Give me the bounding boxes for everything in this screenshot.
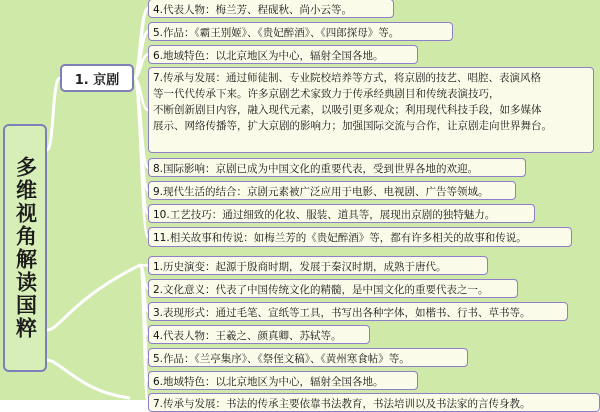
shufa-item-3-text: 3.表现形式：通过毛笔、宣纸等工具，书写出各种字体，如楷书、行书、草书等。 [153,307,531,319]
link-root-to-next [47,360,130,398]
jingju-item-10-text: 10.工艺技巧：通过细致的化妆、服装、道具等，展现出京剧的独特魅力。 [153,209,496,221]
jingju-item-6[interactable] [148,45,418,64]
jingju-item-10[interactable] [148,204,535,223]
link-root-to-shufa [47,265,140,330]
branch-jingju[interactable] [60,64,134,92]
jingju-item-4-text: 4.代表人物：梅兰芳、程砚秋、尚小云等。 [153,4,353,16]
jingju-item-7-line-1: 7.传承与发展：通过师徒制、专业院校培养等方式，将京剧的技艺、唱腔、表演风格 [153,72,542,84]
jingju-item-4[interactable] [148,0,394,18]
jingju-item-11[interactable] [148,227,572,247]
shufa-item-7[interactable] [148,393,600,412]
jingju-item-8-text: 8.国际影响：京剧已成为中国文化的重要代表，受到世界各地的欢迎。 [153,163,479,175]
shufa-item-5-text: 5.作品：《兰亭集序》、《祭侄文稿》、《黄州寒食帖》等。 [153,353,410,365]
shufa-item-2[interactable] [148,279,518,298]
jingju-item-6-text: 6.地域特色：以北京地区为中心，辐射全国各地。 [153,50,384,62]
link-root-to-jingju [47,78,60,150]
jingju-item-5-text: 5.作品：《霸王别姬》、《贵妃醉酒》、《四郎探母》等。 [153,27,400,39]
root-topic-label: 多维视角解读国粹 [13,156,38,340]
shufa-item-6-text: 6.地域特色：以北京地区为中心，辐射全国各地。 [153,376,384,388]
jingju-item-9-text: 9.现代生活的结合：京剧元素被广泛应用于电影、电视剧、广告等领域。 [153,186,489,198]
jingju-item-9[interactable] [148,181,516,200]
jingju-item-8[interactable] [148,158,526,177]
shufa-item-1[interactable] [148,256,488,275]
jingju-item-7-line-3: 不断创新剧目内容，融入现代元素，以吸引更多观众；利用现代科技手段，如多媒体 [153,104,542,116]
shufa-item-2-text: 2.文化意义：代表了中国传统文化的精髓，是中国文化的重要代表之一。 [153,284,489,296]
jingju-item-7-line-2: 等一代代传承下来。许多京剧艺术家致力于传承经典剧目和传统表演技巧， [153,88,500,100]
shufa-item-1-text: 1.历史演变：起源于殷商时期，发展于秦汉时期，成熟于唐代。 [153,261,447,273]
shufa-item-5[interactable] [148,348,468,367]
shufa-item-4[interactable] [148,325,370,344]
branch-jingju-label: 1. 京剧 [74,72,120,88]
jingju-item-11-text: 11.相关故事和传说：如梅兰芳的《贵妃醉酒》等，都有许多相关的故事和传说。 [153,232,527,244]
shufa-item-3[interactable] [148,302,568,321]
shufa-item-7-text: 7.传承与发展：书法的传承主要依靠书法教育，书法培训以及书法家的言传身教。 [153,398,531,410]
shufa-item-4-text: 4.代表人物：王羲之、颜真卿、苏轼等。 [153,330,342,342]
jingju-item-5[interactable] [148,22,453,41]
jingju-item-7-line-4: 展示、网络传播等，扩大京剧的影响力；加强国际交流与合作，让京剧走向世界舞台。 [153,120,552,132]
link-jingju-item-11 [134,78,148,237]
shufa-item-6[interactable] [148,371,418,390]
jingju-item-7[interactable] [148,67,594,153]
root-topic[interactable] [3,124,47,372]
